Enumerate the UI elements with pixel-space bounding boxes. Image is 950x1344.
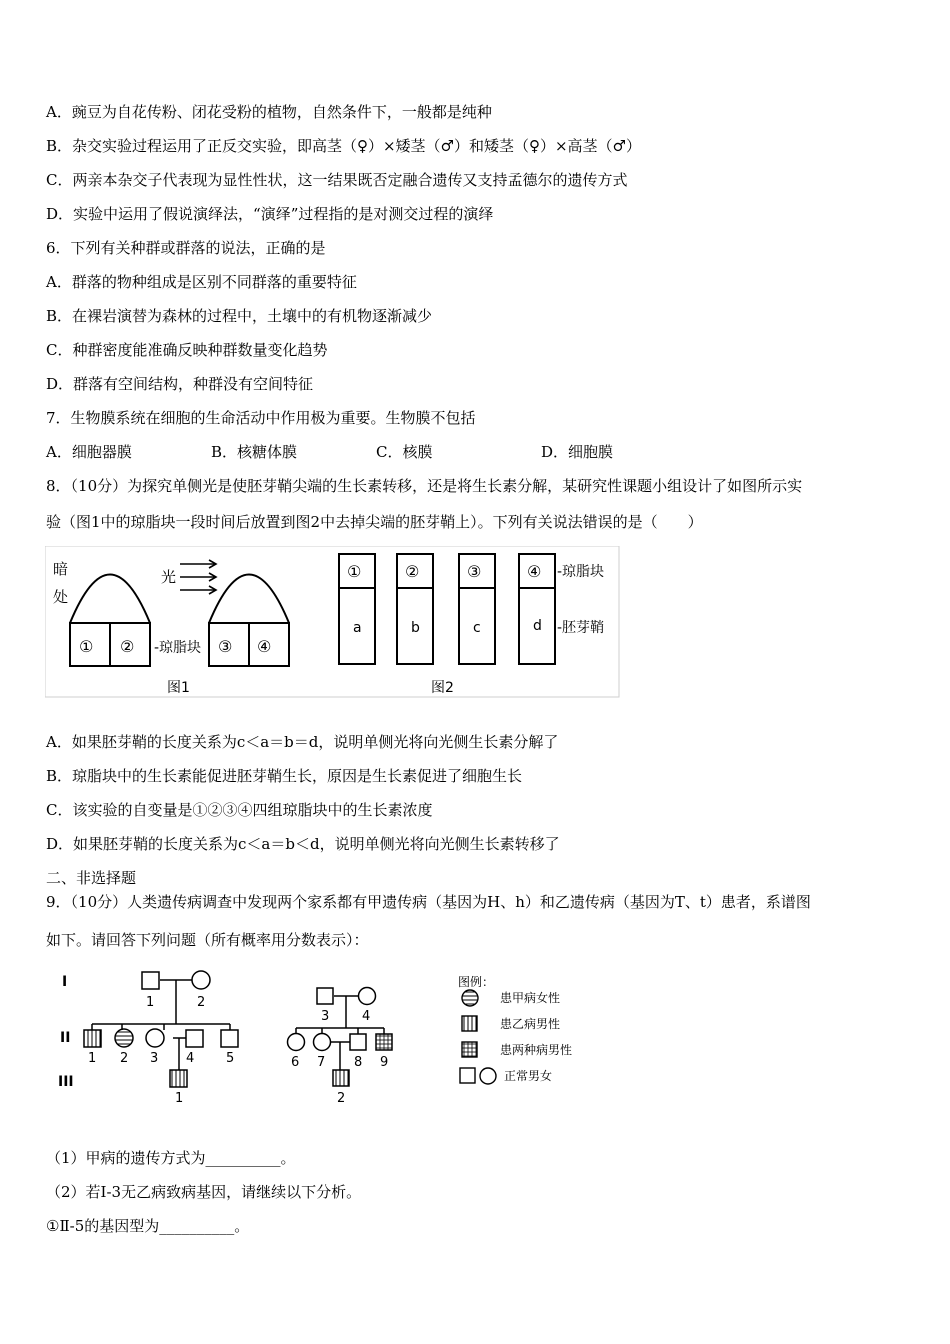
family2-6-label: 6: [291, 1055, 300, 1070]
I2-normal-female: [192, 971, 210, 989]
coleoptile-tip-light: [209, 575, 289, 624]
sheath-c: c: [473, 620, 481, 636]
legend-both-disease-male-icon: [462, 1042, 477, 1057]
q9-stem-line2: 如下。请回答下列问题（所有概率用分数表示）：: [46, 931, 369, 949]
q7-options: [46, 442, 706, 462]
generation-III: III: [58, 1074, 74, 1090]
II3-label: 3: [150, 1051, 159, 1066]
agar-1: ①: [79, 637, 94, 656]
q8-stem-line2: 验（图1中的琼脂块一段时间后放置到图2中去掉尖端的胚芽鞘上）。下列有关说法错误的是（ ）: [46, 513, 703, 531]
II4-label: 4: [186, 1051, 195, 1066]
family2-6-female: [288, 1034, 305, 1051]
family2-8-label: 8: [354, 1055, 363, 1070]
sheath-b: b: [411, 620, 420, 636]
agar-label: -琼脂块: [154, 640, 202, 656]
fig2-agar-1: ①: [347, 562, 362, 581]
II5-label: 5: [226, 1051, 235, 1066]
q5-option-c: C．两亲本杂交子代表现为显性性状，这一结果既否定融合遗传又支持孟德尔的遗传方式: [46, 171, 628, 189]
family1-lines: [92, 980, 230, 1070]
q9-pedigree-figure: [46, 962, 606, 1112]
q8-figure: [45, 546, 620, 698]
family2-4-label: 4: [362, 1009, 371, 1024]
q7-option-d: D．细胞膜: [541, 443, 614, 461]
section-heading: 二、非选择题: [46, 869, 137, 887]
legend-both-disease-male: 患两种病男性: [500, 1043, 573, 1057]
family2-mother: [359, 988, 376, 1005]
generation-I: I: [62, 974, 68, 990]
q5-option-b: B．杂交实验过程运用了正反交实验，即高茎（♀）×矮茎（♂）和矮茎（♀）×高茎（♂）: [46, 137, 641, 155]
dark-label-1: 暗: [53, 560, 69, 578]
legend-disease-a-female-icon: [462, 990, 478, 1006]
fig2-agar-3: ③: [467, 562, 482, 581]
figure1-caption: 图1: [167, 680, 190, 696]
q5-option-d: D．实验中运用了假说演绎法，“演绎”过程指的是对测交过程的演绎: [46, 205, 494, 223]
q9-part2-sub1: ①Ⅱ-5的基因型为__________。: [46, 1217, 250, 1235]
III1-label: 1: [175, 1091, 184, 1106]
light-label: 光: [161, 568, 177, 586]
sheath-d: d: [533, 618, 542, 634]
family2-3-label: 3: [321, 1009, 330, 1024]
legend-normal: 正常男女: [504, 1069, 553, 1083]
q7-option-a: A．细胞器膜: [46, 443, 132, 461]
q6-stem: 6．下列有关种群或群落的说法，正确的是: [46, 239, 326, 257]
family2-father: [317, 988, 333, 1004]
family2-7-label: 7: [317, 1055, 326, 1070]
fig2-agar-label: -琼脂块: [557, 564, 605, 580]
family2-7-female: [314, 1034, 331, 1051]
q8-option-b: B．琼脂块中的生长素能促进胚芽鞘生长，原因是生长素促进了细胞生长: [46, 767, 523, 785]
II4-normal-male: [186, 1030, 203, 1047]
I2-label: 2: [197, 995, 206, 1010]
sheath-a: a: [353, 620, 362, 636]
family2-III2-disease-b-male: [333, 1070, 349, 1086]
legend-normal-female-icon: [480, 1068, 496, 1084]
II5-normal-male: [221, 1030, 238, 1047]
generation-II: II: [60, 1030, 71, 1046]
coleoptile-tip-dark: [70, 575, 150, 624]
agar-2: ②: [120, 637, 135, 656]
q9-stem-line1: 9．（10分）人类遗传病调查中发现两个家系都有甲遗传病（基因为H、h）和乙遗传病（基因为T、t）患者，系谱图: [46, 893, 811, 911]
legend-title: 图例：: [458, 975, 495, 989]
q7-stem: 7．生物膜系统在细胞的生命活动中作用极为重要。生物膜不包括: [46, 409, 476, 427]
q9-part1: （1）甲病的遗传方式为__________。: [46, 1149, 296, 1167]
III1-disease-b-male: [170, 1070, 187, 1087]
figure2-caption: 图2: [431, 680, 454, 696]
q6-option-a: A．群落的物种组成是区别不同群落的重要特征: [46, 273, 357, 291]
light-arrows: [180, 560, 216, 594]
I1-normal-male: [142, 972, 159, 989]
q6-option-c: C．种群密度能准确反映种群数量变化趋势: [46, 341, 328, 359]
legend-disease-a-female: 患甲病女性: [500, 991, 561, 1005]
agar-3: ③: [218, 637, 233, 656]
family2-8-male: [350, 1034, 366, 1050]
sheath-label: -胚芽鞘: [557, 620, 605, 636]
fig2-agar-4: ④: [527, 562, 542, 581]
q8-option-c: C．该实验的自变量是①②③④四组琼脂块中的生长素浓度: [46, 801, 433, 819]
q8-option-d: D．如果胚芽鞘的长度关系为c＜a＝b＜d，说明单侧光将向光侧生长素转移了: [46, 835, 560, 853]
legend-disease-b-male: 患乙病男性: [500, 1017, 561, 1031]
family2-9-label: 9: [380, 1055, 389, 1070]
q9-part2: （2）若I-3无乙病致病基因，请继续以下分析。: [46, 1183, 362, 1201]
II1-label: 1: [88, 1051, 97, 1066]
fig2-agar-2: ②: [405, 562, 420, 581]
q8-option-a: A．如果胚芽鞘的长度关系为c＜a＝b＝d，说明单侧光将向光侧生长素分解了: [46, 733, 559, 751]
family2-lines: [296, 996, 384, 1070]
I1-label: 1: [146, 995, 155, 1010]
agar-4: ④: [257, 637, 272, 656]
II2-label: 2: [120, 1051, 129, 1066]
q6-option-b: B．在裸岩演替为森林的过程中，土壤中的有机物逐渐减少: [46, 307, 433, 325]
dark-label-2: 处: [53, 588, 69, 606]
II3-normal-female: [146, 1029, 164, 1047]
q6-option-d: D．群落有空间结构，种群没有空间特征: [46, 375, 314, 393]
q7-option-c: C．核膜: [376, 443, 433, 461]
II1-disease-b-male: [84, 1030, 101, 1047]
legend-disease-b-male-icon: [462, 1016, 477, 1031]
II2-disease-a-female: [115, 1029, 133, 1047]
q8-stem-line1: 8．（10分）为探究单侧光是使胚芽鞘尖端的生长素转移，还是将生长素分解，某研究性课题小组设计了如图所示实: [46, 477, 803, 495]
legend-normal-male-icon: [460, 1068, 475, 1083]
family2-III2-label: 2: [337, 1091, 346, 1106]
q5-option-a: A．豌豆为自花传粉、闭花受粉的植物，自然条件下，一般都是纯种: [46, 103, 492, 121]
family2-9-both-disease-male: [376, 1034, 392, 1050]
q7-option-b: B．核糖体膜: [211, 443, 298, 461]
